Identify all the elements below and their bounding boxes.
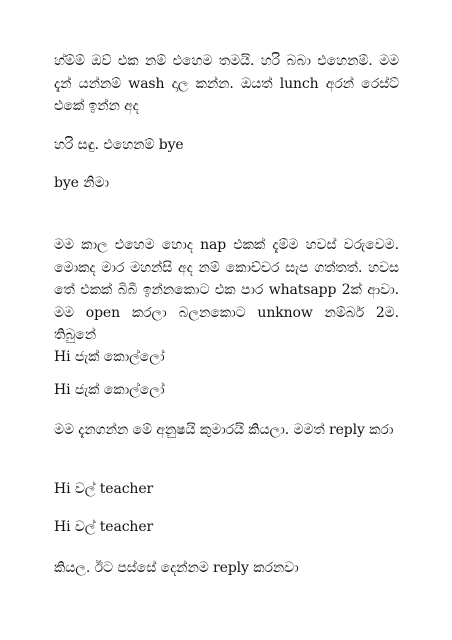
paragraph-4: මම කාල එහෙම හොද nap එකක් දැම්ම හවස් වරුවෙම. මොකද මාර මහන්සි අද නම් කොච්චර සැප ගත්තත්. හවස තේ එකක් බිබී ඉන්නකොට එක පාර whatsapp 2ක් ආවා. මම open කරලා බලනකොට unknow නම්බර් 2ම. තිබුනේ	[54, 237, 399, 343]
paragraph-8: Hi වල් teacher	[54, 481, 154, 497]
paragraph-2: හරි සඳු. එහෙනම් bye	[54, 137, 184, 153]
paragraph-10: කියල. ඊට පස්සේ දෙන්නම reply කරනවා	[54, 560, 299, 576]
paragraph-5: Hi ජැක් කොල්ලෝ	[54, 349, 165, 365]
paragraph-9: Hi වල් teacher	[54, 519, 154, 535]
paragraph-7: මම දැනගන්න මේ අනුෂයි කුමාරයි කියලා. මමත් reply කරා	[54, 422, 394, 438]
paragraph-3: bye නිමා	[54, 175, 110, 191]
paragraph-6: Hi ජැක් කොල්ලෝ	[54, 382, 165, 398]
paragraph-1: හ්ම්ම් ඔව් එක නම් එහෙම තමයි. හරි බබා එහෙනම්. මම දැන් යන්නම් wash දාල කන්න. ඔයත් lunch අරන් රෙස්ට් එකේ ඉන්න අද	[54, 53, 399, 114]
